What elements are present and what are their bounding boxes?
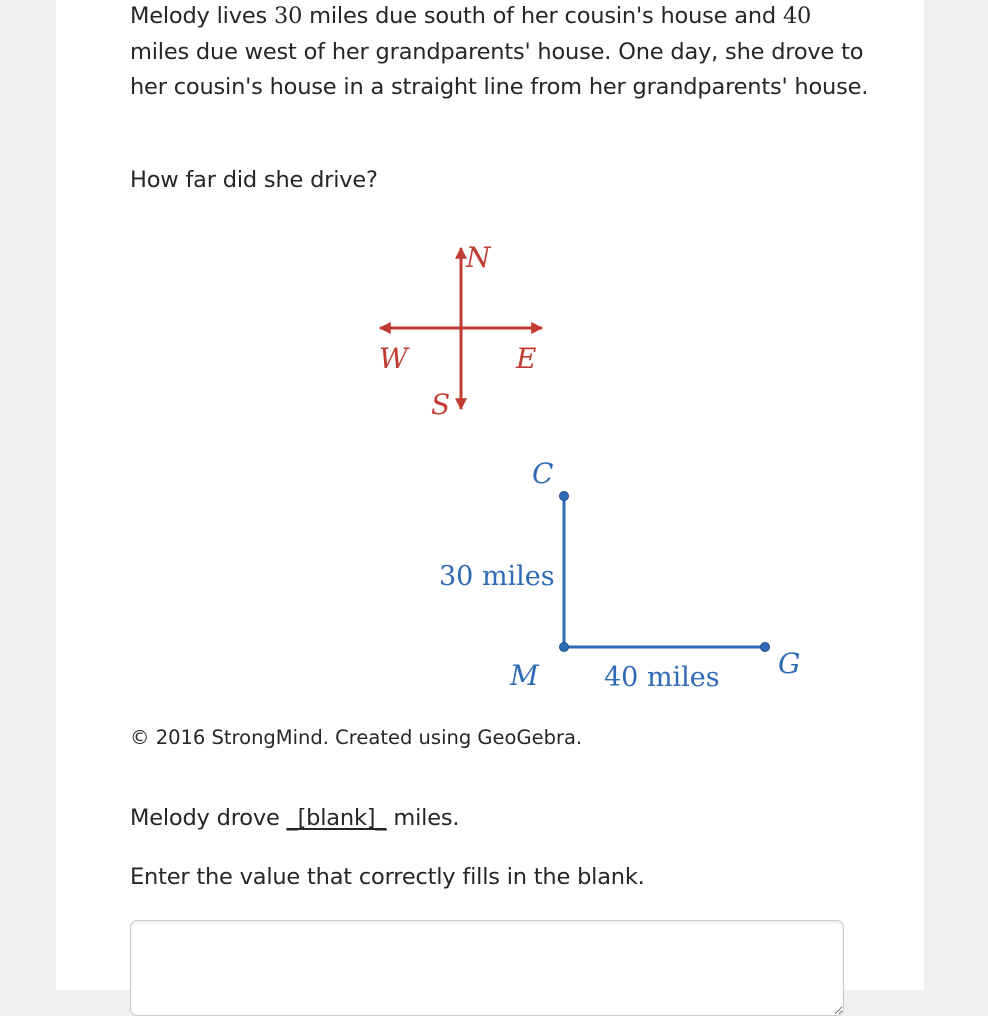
answer-sentence-after: miles. [386, 805, 460, 831]
answer-sentence [130, 801, 459, 837]
question-card [56, 0, 924, 990]
point-g-label: G [778, 647, 801, 680]
answer-input[interactable] [130, 920, 844, 1016]
compass-west-label: W [379, 342, 408, 375]
point-g [761, 643, 770, 652]
south-distance: 30 [273, 3, 303, 29]
figure-credit: © 2016 StrongMind. Created using GeoGebra. [130, 726, 583, 749]
problem-statement [130, 0, 870, 106]
figure-svg [300, 230, 801, 700]
horizontal-distance-label: 40 miles [604, 662, 720, 693]
point-m-label: M [510, 659, 539, 692]
compass-rose [379, 241, 542, 421]
vertical-distance-label: 30 miles [439, 561, 555, 592]
instruction-text: Enter the value that correctly fills in the blank. [130, 864, 645, 890]
point-m [560, 643, 569, 652]
compass-east-label: E [516, 342, 537, 375]
problem-text-2: miles due south of her cousin's house and [302, 3, 783, 29]
distance-diagram [439, 457, 800, 693]
answer-blank: _[blank]_ [286, 805, 387, 831]
geogebra-figure [300, 230, 801, 700]
compass-south-label: S [431, 388, 451, 421]
problem-text-1: Melody lives [130, 3, 274, 29]
compass-north-label: N [466, 241, 491, 274]
west-distance: 40 [782, 3, 812, 29]
point-c-label: C [532, 457, 554, 490]
problem-text-3: miles due west of her grandparents' house. One day, she drove to her cousin's house in a straight line from her grandparents' house. [130, 38, 869, 100]
point-c [560, 492, 569, 501]
question-text: How far did she drive? [130, 167, 378, 193]
answer-sentence-before: Melody drove [130, 805, 287, 831]
